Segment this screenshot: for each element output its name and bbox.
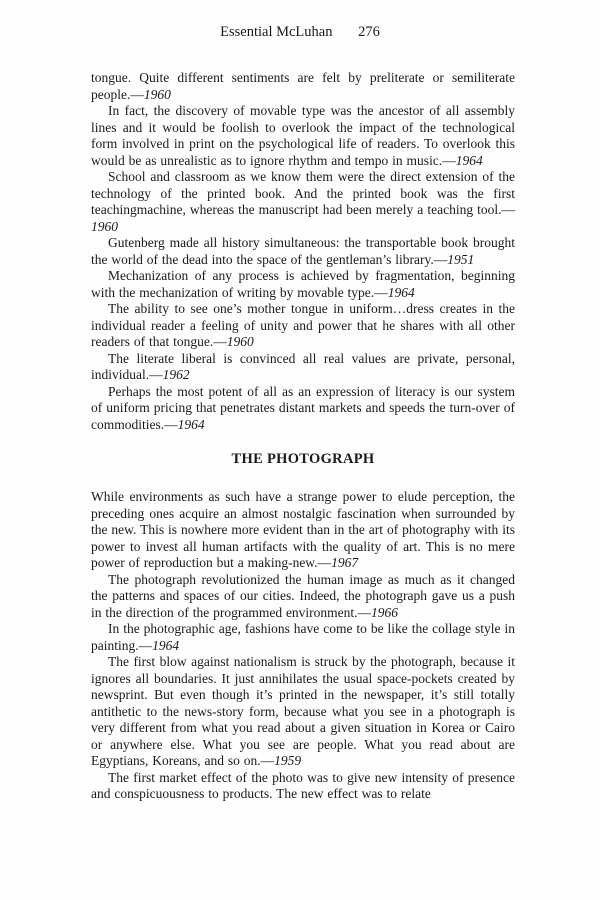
paragraph-text: The photograph revolutionized the human image as much as it changed the patterns and spaces of our cities. Indeed, the photograph gave us a push in the direction of the programmed environment. — [91, 571, 515, 620]
page-body — [91, 70, 515, 803]
date-year: 1960 — [226, 334, 254, 349]
date-year: 1967 — [331, 555, 359, 570]
paragraph — [91, 70, 515, 103]
date-dash: — — [501, 202, 515, 217]
paragraph — [91, 770, 515, 803]
paragraph — [91, 572, 515, 622]
paragraph-text: In fact, the discovery of movable type was the ancestor of all assembly lines and it would be foolish to overlook the impact of the technological form involved in print on the psychological life of readers. To overlook this would be as unrealistic as to ignore rhythm and tempo in music. — [91, 103, 515, 168]
date-dash: — — [149, 367, 163, 382]
book-title: Essential McLuhan — [220, 24, 333, 40]
date-year: 1964 — [387, 284, 415, 300]
paragraph — [91, 268, 515, 301]
paragraph-text: School and classroom as we know them were the direct extension of the technology of the printed book. And the printed book was the first teachingmachine, whereas the manuscript had been merely a teaching tool. — [91, 169, 515, 217]
date-dash: — — [357, 604, 372, 620]
paragraph-text: tongue. Quite different sentiments are felt by preliterate or semiliterate people. — [91, 70, 515, 102]
date-dash: — — [213, 334, 227, 349]
paragraph — [91, 489, 515, 572]
paragraph-text: The literate liberal is convinced all real values are private, personal, individual. — [91, 350, 515, 382]
date-year: 1951 — [447, 251, 475, 267]
date-year: 1960 — [91, 218, 118, 234]
paragraph — [91, 621, 515, 654]
paragraph-text: Gutenberg made all history simultaneous: the transportable book brought the world of the dead into the space of the gentleman’s library. — [91, 235, 515, 267]
date-year: 1964 — [152, 637, 180, 653]
paragraph — [91, 235, 515, 268]
running-header — [0, 24, 600, 41]
date-dash: — — [260, 753, 275, 768]
paragraph — [91, 654, 515, 770]
date-year: 1959 — [274, 753, 302, 768]
paragraph-text: Mechanization of any process is achieved by fragmentation, beginning with the mechanization of writing by movable type. — [91, 268, 515, 300]
paragraph — [91, 103, 515, 169]
section-heading: THE PHOTOGRAPH — [231, 451, 375, 467]
paragraph-text: In the photographic age, fashions have come to be like the collage style in painting. — [91, 621, 515, 653]
date-dash: — — [317, 555, 332, 570]
date-year: 1964 — [455, 152, 483, 168]
paragraph-text: While environments as such have a strange power to elude perception, the preceding ones acquire an almost nostalgic fascination when surrounded by the new. This is nowhere more evident than in the art of photography with its power to invest all human artifacts with the quality of art. This is no mere power of reproduction but a making-new. — [91, 489, 515, 570]
paragraph — [91, 351, 515, 384]
date-dash: — — [433, 251, 448, 267]
date-dash: — — [442, 152, 456, 168]
paragraph — [91, 301, 515, 351]
date-dash: — — [130, 86, 144, 102]
date-year: 1964 — [177, 416, 205, 432]
date-year: 1962 — [162, 367, 190, 382]
date-dash: — — [374, 284, 388, 300]
date-year: 1960 — [143, 86, 171, 102]
paragraph-text: The first blow against nationalism is struck by the photograph, because it ignores all boundaries. It just annihilates the usual space-pockets created by newsprint. But even though it’s printed in the newspaper, it’s still totally antithetic to the news-story form, because what you see in a photograph is very different from what you read about a given situation in Korea or Cairo or anywhere else. What you see are people. What you read about are Egyptians, Koreans, and so on. — [91, 654, 515, 768]
page-number: 276 — [358, 24, 380, 40]
date-year: 1966 — [371, 604, 399, 620]
paragraph — [91, 384, 515, 434]
paragraph — [91, 169, 515, 235]
date-dash: — — [164, 416, 178, 432]
paragraph-text: The first market effect of the photo was to give new intensity of presence and conspicuousness to products. The new effect was to relate — [91, 769, 515, 801]
paragraph-text: Perhaps the most potent of all as an expression of literacy is our system of uniform pricing that penetrates distant markets and speeds the turn-over of commodities. — [91, 383, 515, 432]
date-dash: — — [138, 637, 153, 653]
paragraph-text: The ability to see one’s mother tongue in uniform…dress creates in the individual reader a feeling of unity and power that he shares with all other readers of that tongue. — [91, 301, 515, 349]
